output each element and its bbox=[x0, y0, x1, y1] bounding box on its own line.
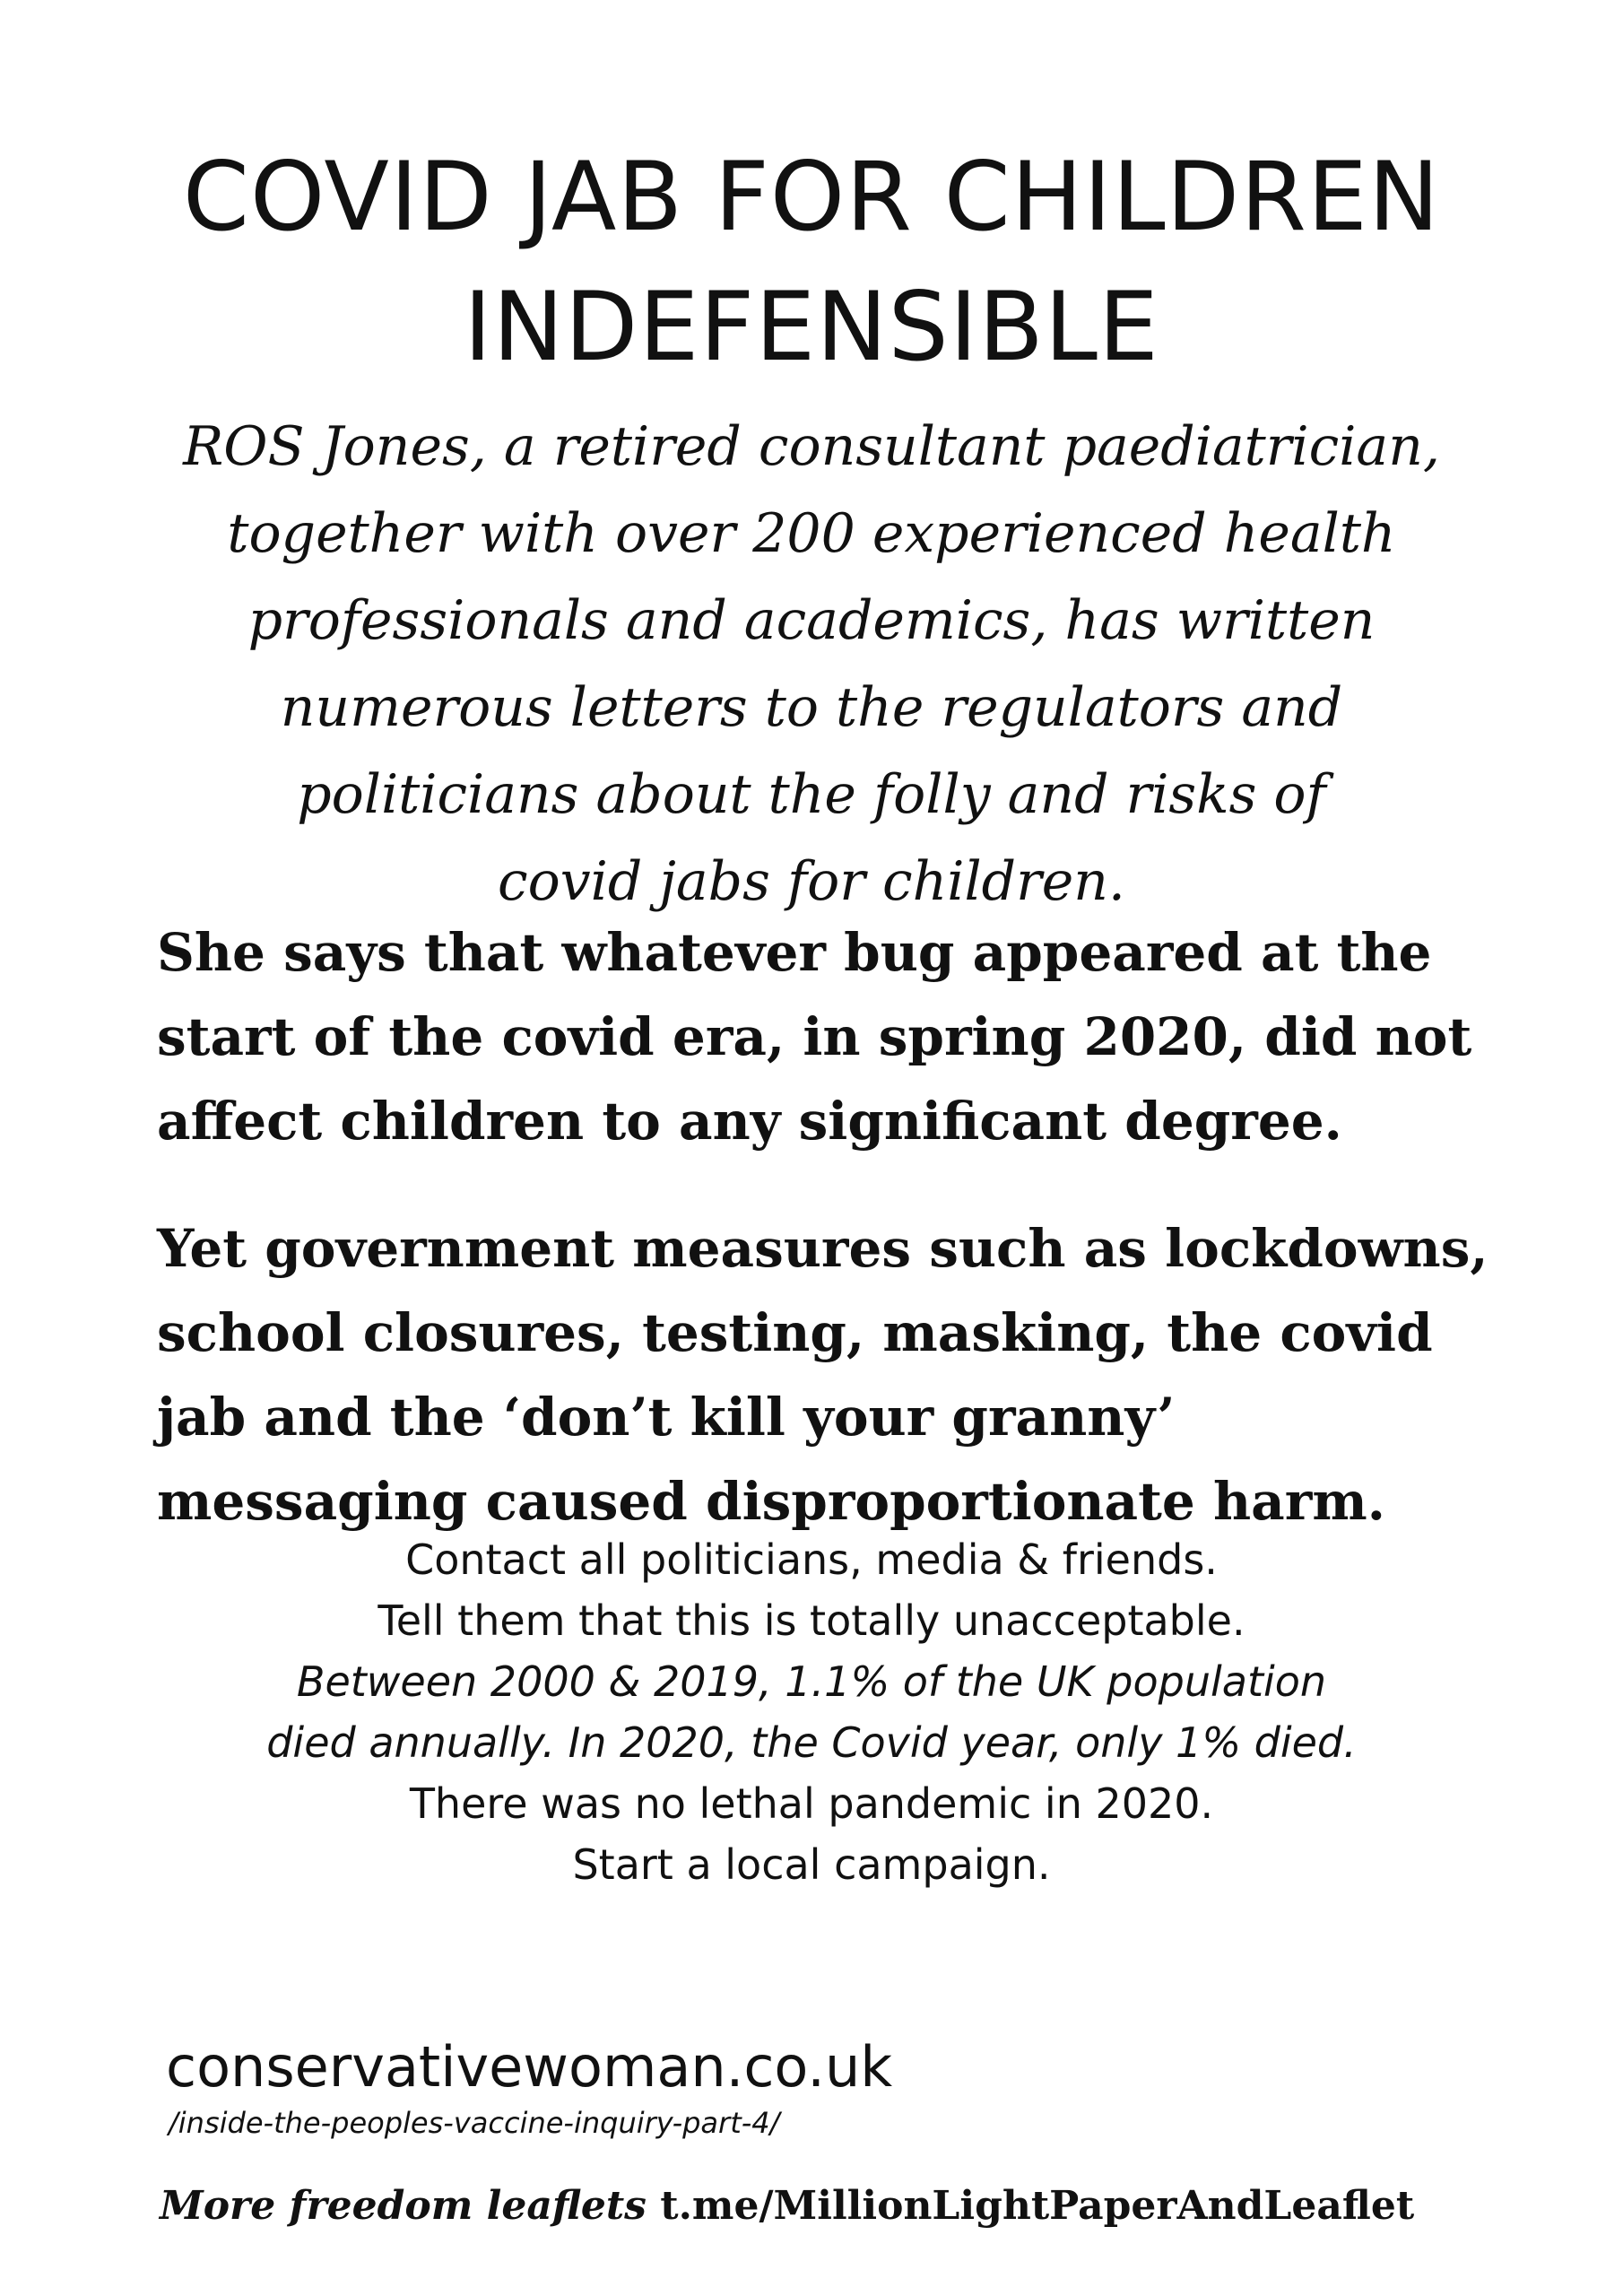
cta-statistic-line: died annually. In 2020, the Covid year, only 1% died. bbox=[266, 1718, 1357, 1767]
cta-line: Start a local campaign. bbox=[572, 1840, 1051, 1889]
cta-line: Tell them that this is totally unacceptable. bbox=[378, 1596, 1245, 1645]
intro-line: together with over 200 experienced health bbox=[227, 502, 1396, 565]
cta-line: Contact all politicians, media & friends. bbox=[405, 1535, 1218, 1584]
source-website: conservativewoman.co.uk bbox=[166, 2034, 893, 2100]
more-leaflets-link: t.me/MillionLightPaperAndLeaflet bbox=[660, 2183, 1415, 2229]
call-to-action bbox=[0, 1529, 1623, 1895]
paragraph-line: affect children to any significant degree. bbox=[157, 1091, 1342, 1152]
bold-paragraph-2 bbox=[157, 1206, 1556, 1544]
intro-line: politicians about the folly and risks of bbox=[297, 763, 1326, 826]
source-website-path: /inside-the-peoples-vaccine-inquiry-part-4/ bbox=[169, 2106, 780, 2140]
title-line-1: COVID JAB FOR CHILDREN bbox=[182, 142, 1441, 252]
intro-line: covid jabs for children. bbox=[498, 850, 1125, 913]
paragraph-line: messaging caused disproportionate harm. bbox=[157, 1471, 1385, 1532]
cta-statistic-line: Between 2000 & 2019, 1.1% of the UK population bbox=[296, 1657, 1327, 1706]
more-leaflets-label: More freedom leaflets bbox=[160, 2183, 647, 2229]
more-leaflets-line bbox=[160, 2178, 1414, 2235]
cta-line: There was no lethal pandemic in 2020. bbox=[409, 1779, 1214, 1828]
bold-paragraph-1 bbox=[157, 910, 1556, 1163]
paragraph-line: jab and the ‘don’t kill your granny’ bbox=[157, 1387, 1176, 1448]
paragraph-line: school closures, testing, masking, the covid bbox=[157, 1302, 1433, 1363]
paragraph-line: Yet government measures such as lockdowns, bbox=[157, 1218, 1488, 1279]
intro-line: numerous letters to the regulators and bbox=[280, 676, 1343, 739]
intro-line: ROS Jones, a retired consultant paediatrician, bbox=[183, 415, 1440, 478]
paragraph-line: She says that whatever bug appeared at the bbox=[157, 922, 1432, 983]
paragraph-line: start of the covid era, in spring 2020, did not bbox=[157, 1006, 1472, 1067]
intro-paragraph bbox=[0, 404, 1623, 926]
title-line-2: INDEFENSIBLE bbox=[464, 272, 1159, 382]
intro-line: professionals and academics, has written bbox=[247, 589, 1376, 652]
